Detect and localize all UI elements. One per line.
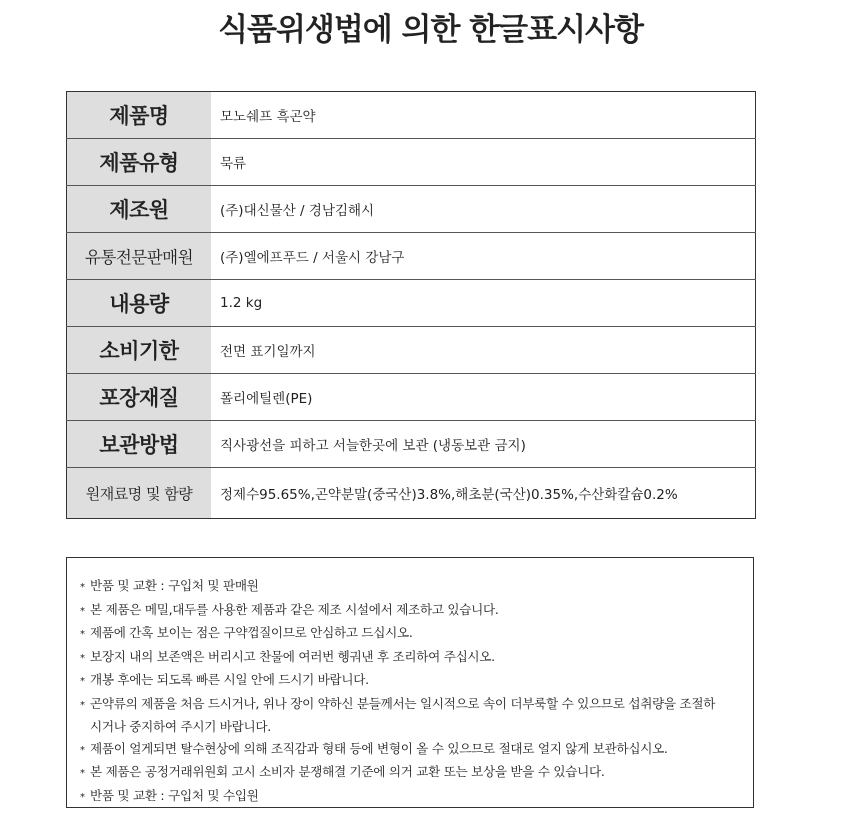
page-title: 식품위생법에 의한 한글표시사항	[218, 12, 643, 48]
notice-item: * 반품 및 교환 : 구입처 및 판매원	[80, 575, 753, 599]
bullet-icon: *	[80, 768, 85, 779]
bullet-icon: *	[80, 629, 85, 640]
label-packaging: 포장재질	[67, 374, 212, 421]
notice-item: * 본 제품은 메밀,대두를 사용한 제품과 같은 제조 시설에서 제조하고 있습니다.	[80, 599, 753, 623]
label-product-name: 제품명	[67, 92, 212, 139]
table-row	[67, 327, 756, 374]
table-row	[67, 92, 756, 139]
notice-item: * 반품 및 교환 : 구입처 및 수입원	[80, 785, 753, 809]
bullet-icon: *	[80, 652, 85, 664]
product-info-table	[66, 91, 756, 519]
bullet-icon: *	[80, 791, 85, 803]
notice-item: * 제품에 간혹 보이는 점은 구약껍질이므로 안심하고 드십시오.	[80, 622, 753, 646]
table-row	[67, 374, 756, 421]
notice-item: * 개봉 후에는 되도록 빠른 시일 안에 드시기 바랍니다.	[80, 669, 753, 693]
value-storage: 직사광선을 피하고 서늘한곳에 보관 (냉동보관 금지)	[211, 421, 756, 468]
label-ingredients: 원재료명 및 함량	[67, 468, 212, 519]
notice-item: * 보장지 내의 보존액은 버리시고 찬물에 여러번 헹궈낸 후 조리하여 주십시오.	[80, 646, 753, 670]
notice-item: * 제품이 얼게되면 탈수현상에 의해 조직감과 형태 등에 변형이 올 수 있으므로 절대로 얼지 않게 보관하십시오.	[80, 738, 753, 762]
table-row	[67, 421, 756, 468]
value-net-weight: 1.2 kg	[211, 280, 756, 327]
table-row	[67, 233, 756, 280]
value-ingredients: 정제수95.65%,곤약분말(중국산)3.8%,해초분(국산)0.35%,수산화칼슘0.2%	[211, 468, 756, 519]
bullet-icon: *	[80, 582, 85, 593]
notice-box	[66, 557, 754, 808]
notice-item: * 곤약류의 제품을 처음 드시거나, 위나 장이 약하신 분들께서는 일시적으로 속이 더부룩할 수 있으므로 섭취량을 조절하	[80, 693, 753, 717]
value-manufacturer: (주)대신물산 / 경남김해시	[211, 186, 756, 233]
value-expiry: 전면 표기일까지	[211, 327, 756, 374]
bullet-icon: *	[80, 699, 85, 711]
table-row	[67, 139, 756, 186]
bullet-icon: *	[80, 744, 85, 756]
table-row	[67, 186, 756, 233]
notice-item: * 본 제품은 공정거래위원회 고시 소비자 분쟁해결 기준에 의거 교환 또는 보상을 받을 수 있습니다.	[80, 761, 753, 785]
value-distributor: (주)엘에프푸드 / 서울시 강남구	[211, 233, 756, 280]
label-expiry: 소비기한	[67, 327, 212, 374]
label-manufacturer: 제조원	[67, 186, 212, 233]
value-product-name: 모노쉐프 흑곤약	[211, 92, 756, 139]
label-net-weight: 내용량	[67, 280, 212, 327]
label-product-type: 제품유형	[67, 139, 212, 186]
bullet-icon: *	[80, 676, 85, 687]
value-product-type: 묵류	[211, 139, 756, 186]
table-row	[67, 280, 756, 327]
notice-item-continuation: 시거나 중지하여 주시기 바랍니다.	[90, 719, 271, 734]
table-row	[67, 468, 756, 519]
label-storage: 보관방법	[67, 421, 212, 468]
value-packaging: 폴리에틸렌(PE)	[211, 374, 756, 421]
label-distributor: 유통전문판매원	[67, 233, 212, 280]
bullet-icon: *	[80, 605, 85, 617]
